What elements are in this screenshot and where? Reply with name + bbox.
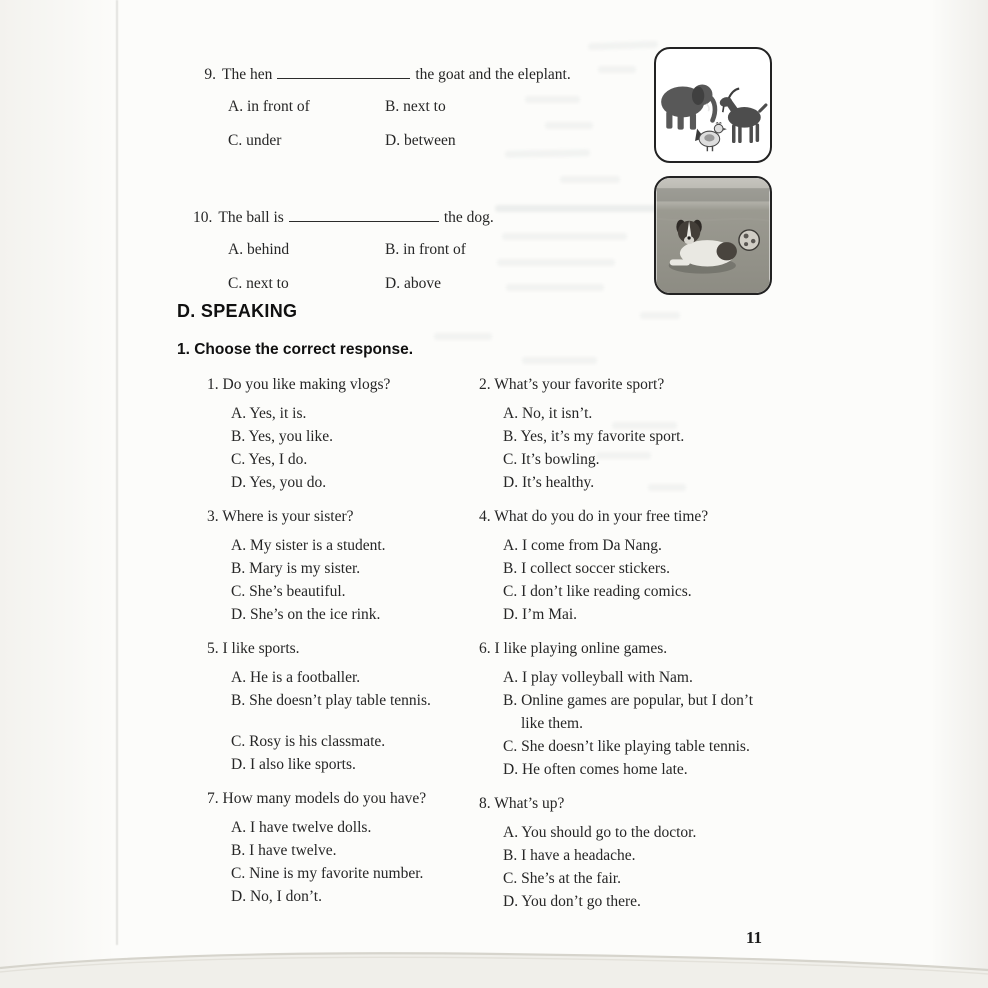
option-a: A. in front of <box>228 98 310 115</box>
option-d: D. above <box>385 275 441 292</box>
question-before-blank: The ball is <box>218 209 284 226</box>
speaking-option: B. Yes, it’s my favorite sport. <box>503 428 685 445</box>
speaking-option: D. I’m Mai. <box>503 606 578 623</box>
speaking-option: B. Yes, you like. <box>231 428 334 445</box>
speaking-option: C. She’s at the fair. <box>503 870 621 887</box>
speaking-option: A. No, it isn’t. <box>503 405 593 422</box>
question-before-blank: The hen <box>222 66 273 83</box>
ball-icon <box>739 230 759 250</box>
question-number: 9. <box>204 66 216 83</box>
speaking-option: A. I come from Da Nang. <box>503 537 662 554</box>
speaking-option: C. Rosy is his classmate. <box>231 733 386 750</box>
speaking-left-column <box>207 374 492 920</box>
option-d: D. between <box>385 132 456 149</box>
animals-illustration <box>654 47 772 163</box>
speaking-question-text: 3. Where is your sister? <box>207 508 354 525</box>
speaking-question-text: 2. What’s your favorite sport? <box>479 376 665 393</box>
question-after-blank: the dog. <box>443 209 494 226</box>
elephant-hen-goat-image <box>656 49 770 161</box>
question-9-line <box>198 64 638 85</box>
speaking-option: D. He often comes home late. <box>503 761 688 778</box>
question-number: 10. <box>193 209 213 226</box>
page-right-shadow <box>930 0 988 988</box>
speaking-option: D. It’s healthy. <box>503 474 595 491</box>
speaking-option: B. She doesn’t play table tennis. <box>231 692 431 709</box>
speaking-option: C. She doesn’t like playing table tennis. <box>503 738 750 755</box>
speaking-option: A. I play volleyball with Nam. <box>503 669 693 686</box>
speaking-question-8 <box>479 793 809 913</box>
speaking-question-text: 6. I like playing online games. <box>479 640 668 657</box>
dog-photo <box>654 176 772 295</box>
speaking-option: C. Nine is my favorite number. <box>231 865 424 882</box>
elephant-icon <box>661 84 715 129</box>
question-10 <box>193 207 633 294</box>
speaking-option: D. No, I don’t. <box>231 888 322 905</box>
option-b: B. next to <box>385 98 446 115</box>
page-bottom-curve <box>0 938 988 988</box>
speaking-question-2 <box>479 374 809 494</box>
option-b: B. in front of <box>385 241 466 258</box>
option-a: A. behind <box>228 241 290 258</box>
page-left-shadow <box>0 0 118 988</box>
bleed-through-artifact <box>560 176 620 183</box>
speaking-question-text: 4. What do you do in your free time? <box>479 508 709 525</box>
speaking-right-column <box>479 374 809 925</box>
speaking-option: B. Mary is my sister. <box>231 560 361 577</box>
speaking-option: C. Yes, I do. <box>231 451 308 468</box>
bleed-through-artifact <box>522 357 597 364</box>
question-9 <box>198 64 638 151</box>
speaking-option: B. I collect soccer stickers. <box>503 560 670 577</box>
speaking-question-text: 1. Do you like making vlogs? <box>207 376 391 393</box>
speaking-question-text: 8. What’s up? <box>479 795 565 812</box>
speaking-option: A. He is a footballer. <box>231 669 361 686</box>
speaking-option: B. Online games are popular, but I don’t like them. <box>503 692 754 732</box>
speaking-question-1 <box>207 374 492 494</box>
speaking-question-4 <box>479 506 809 626</box>
speaking-option: D. She’s on the ice rink. <box>231 606 381 623</box>
speaking-option: B. I have twelve. <box>231 842 337 859</box>
speaking-option: B. I have a headache. <box>503 847 636 864</box>
bleed-through-artifact <box>434 333 492 340</box>
goat-icon <box>719 89 766 143</box>
answer-blank <box>277 65 410 79</box>
page-number: 11 <box>746 928 763 947</box>
speaking-question-5 <box>207 638 492 776</box>
speaking-question-7 <box>207 788 492 908</box>
hen-icon <box>695 122 727 151</box>
option-c: C. next to <box>228 275 289 292</box>
bleed-through-artifact <box>640 312 680 319</box>
bleed-through-artifact <box>588 41 658 50</box>
speaking-question-6 <box>479 638 809 781</box>
speaking-question-3 <box>207 506 492 626</box>
speaking-option: A. You should go to the doctor. <box>503 824 697 841</box>
speaking-option: A. Yes, it is. <box>231 405 307 422</box>
speaking-option: C. She’s beautiful. <box>231 583 346 600</box>
speaking-question-text: 5. I like sports. <box>207 640 300 657</box>
speaking-option: D. You don’t go there. <box>503 893 641 910</box>
speaking-option: C. It’s bowling. <box>503 451 600 468</box>
speaking-option: A. I have twelve dolls. <box>231 819 372 836</box>
speaking-option: A. My sister is a student. <box>231 537 386 554</box>
dog-with-ball-image <box>656 178 770 293</box>
page-left-edge <box>116 0 118 945</box>
instruction-choose-response: 1. Choose the correct response. <box>177 341 414 358</box>
question-10-options <box>228 239 633 294</box>
question-after-blank: the goat and the eleplant. <box>415 66 571 83</box>
speaking-option: C. I don’t like reading comics. <box>503 583 692 600</box>
option-c: C. under <box>228 132 282 149</box>
answer-blank <box>289 208 439 222</box>
section-heading-speaking: D. SPEAKING <box>177 301 298 321</box>
question-9-options <box>228 96 638 151</box>
speaking-option: D. Yes, you do. <box>231 474 327 491</box>
question-10-line <box>193 207 633 228</box>
speaking-option: D. I also like sports. <box>231 756 356 773</box>
speaking-question-text: 7. How many models do you have? <box>207 790 427 807</box>
